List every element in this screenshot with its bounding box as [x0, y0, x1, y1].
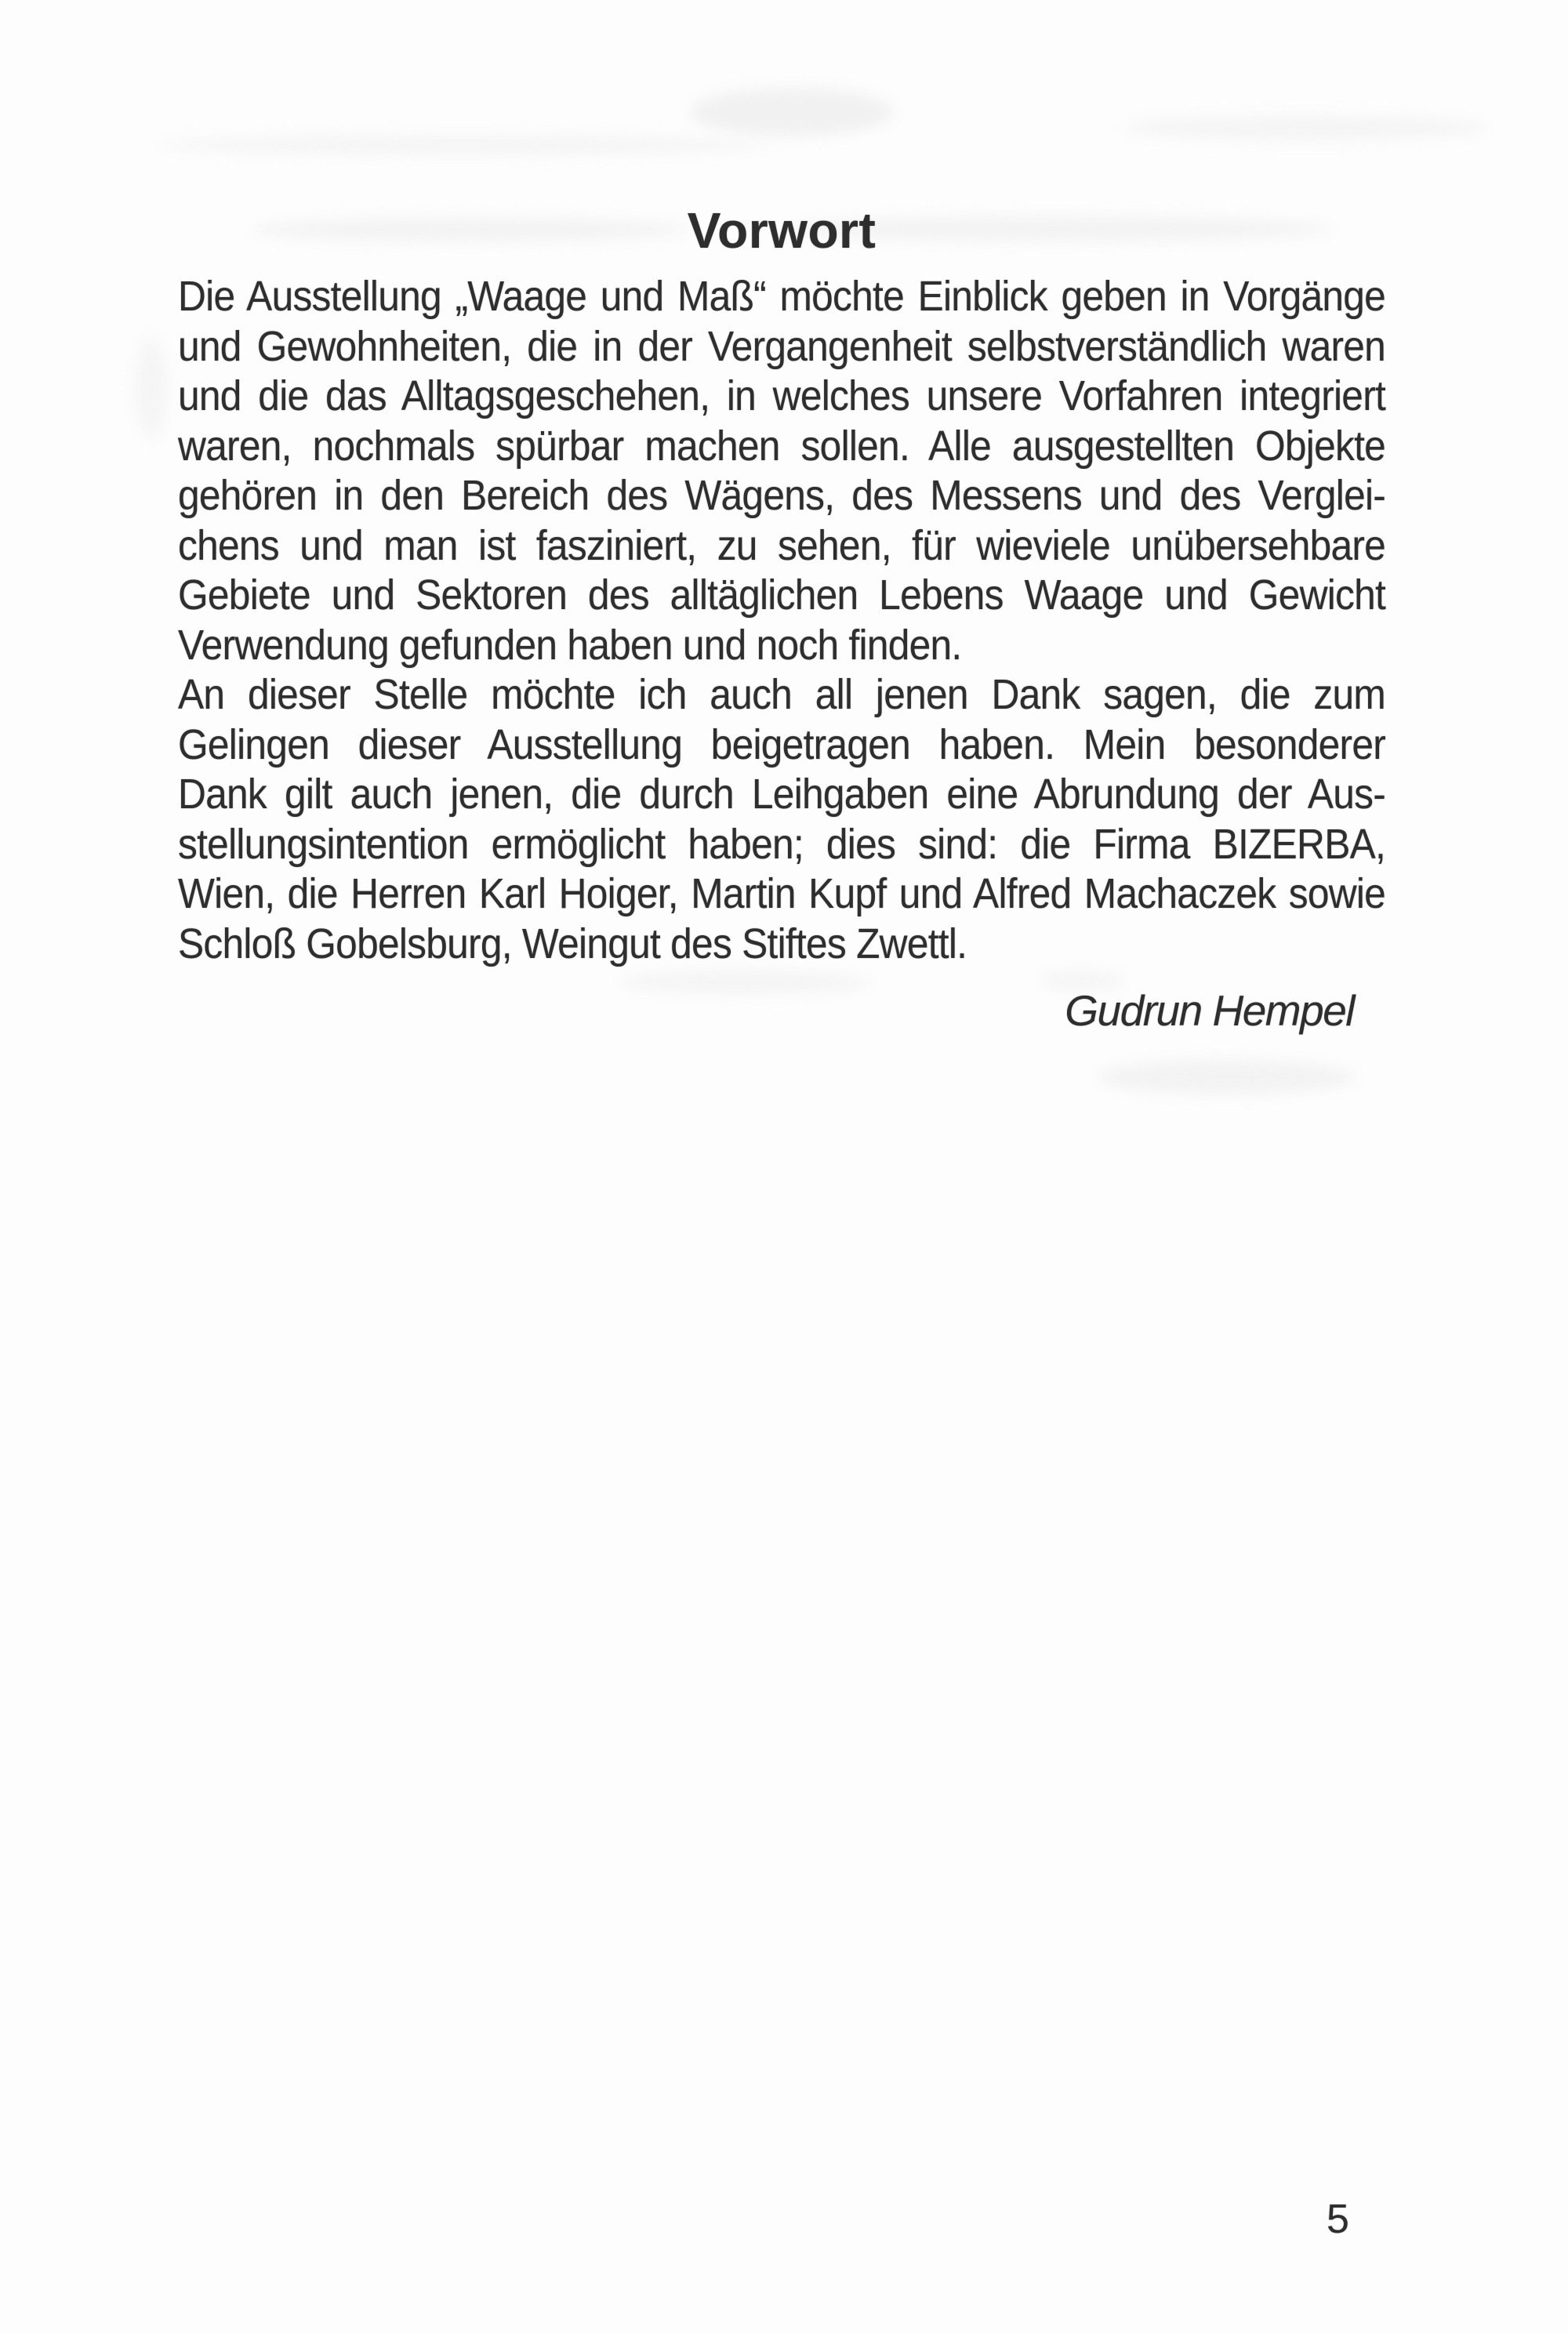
scan-artifact — [690, 88, 894, 136]
text-line: stellungsintention ermöglicht haben; dies sind: die Firma BIZERBA, — [178, 820, 1386, 868]
scan-artifact — [135, 337, 168, 439]
author-signature: Gudrun Hempel — [1065, 986, 1354, 1035]
scan-artifact — [619, 971, 870, 994]
text-line: und Gewohnheiten, die in der Vergangenheit selbstverständlich waren — [178, 322, 1386, 370]
page-title: Vorwort — [687, 201, 877, 259]
text-line: Gelingen dieser Ausstellung beigetragen haben. Mein besonderer — [178, 720, 1386, 768]
scan-artifact — [157, 136, 768, 154]
scan-artifact — [1121, 116, 1490, 140]
body-text — [178, 272, 1385, 969]
text-line: Dank gilt auch jenen, die durch Leihgaben eine Abrundung der Aus- — [178, 771, 1386, 818]
text-line: waren, nochmals spürbar machen sollen. Alle ausgestellten Objekte — [178, 422, 1386, 470]
text-line: Gebiete und Sektoren des alltäglichen Lebens Waage und Gewicht — [178, 571, 1386, 619]
text-line: Schloß Gobelsburg, Weingut des Stiftes Zwettl. — [178, 920, 967, 967]
page-number: 5 — [1327, 2197, 1349, 2242]
text-line: Verwendung gefunden haben und noch finden. — [178, 621, 962, 669]
text-line: gehören in den Bereich des Wägens, des Messens und des Verglei- — [178, 472, 1386, 519]
text-line: Wien, die Herren Karl Hoiger, Martin Kupf und Alfred Machaczek sowie — [178, 870, 1386, 917]
text-line: An dieser Stelle möchte ich auch all jenen Dank sagen, die zum — [178, 671, 1386, 718]
text-line: und die das Alltagsgeschehen, in welches unsere Vorfahren integriert — [178, 372, 1386, 419]
text-line: Die Ausstellung „Waage und Maß“ möchte Einblick geben in Vorgänge — [178, 273, 1386, 320]
text-line: chens und man ist fasziniert, zu sehen, für wieviele unübersehbare — [178, 521, 1386, 569]
scan-artifact — [1098, 1060, 1356, 1094]
